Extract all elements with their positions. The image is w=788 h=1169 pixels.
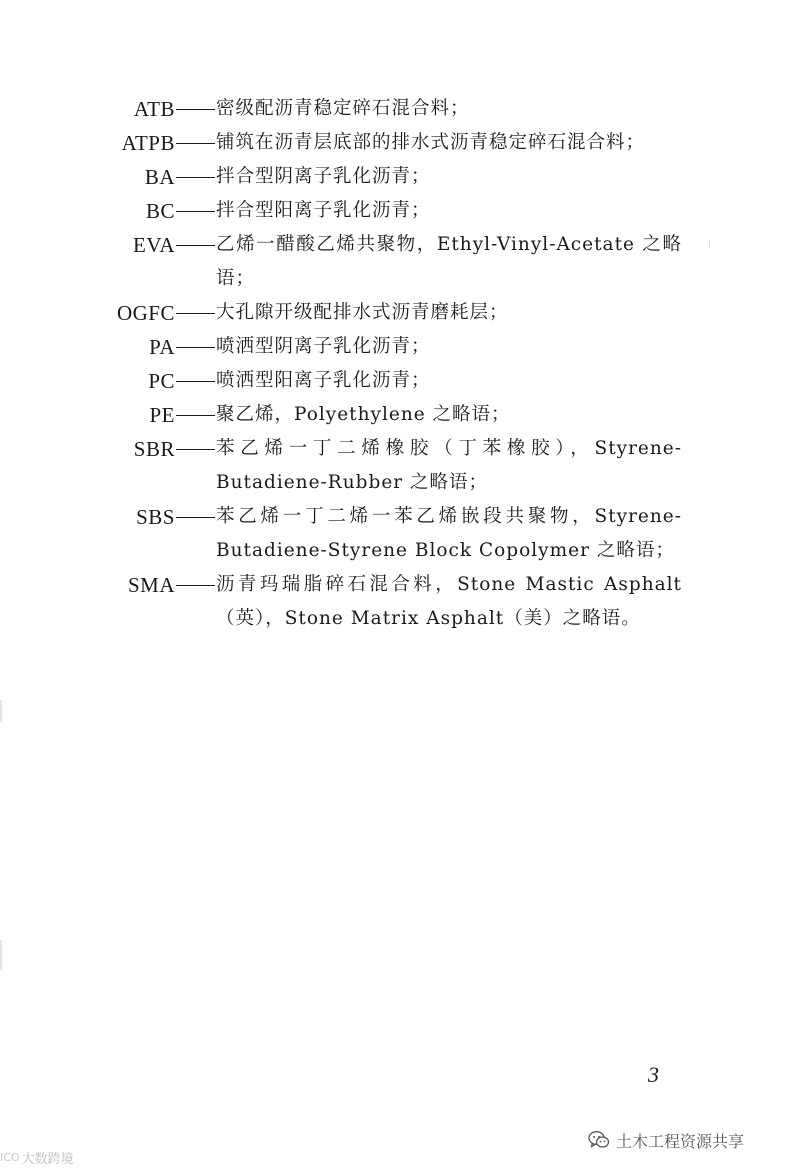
list-item bbox=[0, 364, 788, 398]
list-item bbox=[0, 398, 788, 432]
abbreviation-definition: 苯乙烯一丁二烯橡胶（丁苯橡胶），Styrene-Butadiene-Rubber 之略语； bbox=[216, 438, 682, 493]
list-item bbox=[0, 194, 788, 228]
abbreviation-list bbox=[0, 92, 788, 636]
abbreviation-definition: 聚乙烯，Polyethylene 之略语； bbox=[216, 404, 511, 425]
em-dash-separator bbox=[175, 330, 216, 364]
list-item bbox=[0, 432, 788, 500]
em-dash-separator bbox=[175, 432, 216, 466]
list-item bbox=[0, 296, 788, 330]
em-dash-separator bbox=[175, 364, 216, 398]
wechat-icon bbox=[588, 1130, 610, 1150]
abbreviation-definition: 喷洒型阴离子乳化沥青； bbox=[216, 336, 431, 357]
em-dash-separator bbox=[175, 398, 216, 432]
watermark-brand-name: 大数跨境 bbox=[21, 1151, 74, 1167]
abbreviation-definition: 密级配沥青稳定碎石混合料； bbox=[216, 98, 470, 119]
abbreviation-term: SBS bbox=[136, 505, 175, 529]
list-item bbox=[0, 160, 788, 194]
abbreviation-term: BA bbox=[144, 165, 175, 189]
em-dash-separator bbox=[175, 160, 216, 194]
abbreviation-term: PC bbox=[148, 369, 175, 393]
em-dash-separator bbox=[175, 568, 216, 602]
list-item bbox=[0, 228, 788, 296]
abbreviation-definition: 大孔隙开级配排水式沥青磨耗层； bbox=[216, 302, 509, 323]
scan-speck bbox=[709, 240, 710, 248]
page-number: 3 bbox=[648, 1062, 659, 1087]
list-item bbox=[0, 330, 788, 364]
abbreviation-definition: 乙烯一醋酸乙烯共聚物，Ethyl-Vinyl-Acetate 之略语； bbox=[216, 234, 682, 289]
watermark-brand bbox=[0, 1146, 74, 1168]
abbreviation-definition: 喷洒型阳离子乳化沥青； bbox=[216, 370, 431, 391]
em-dash-separator bbox=[175, 194, 216, 228]
abbreviation-definition: 拌合型阳离子乳化沥青； bbox=[216, 200, 431, 221]
scan-edge-mark bbox=[0, 700, 2, 722]
list-item bbox=[0, 92, 788, 126]
abbreviation-term: OGFC bbox=[116, 301, 175, 325]
abbreviation-term: BC bbox=[145, 199, 175, 223]
abbreviation-term: ATB bbox=[133, 97, 175, 121]
list-item bbox=[0, 500, 788, 568]
abbreviation-term: EVA bbox=[133, 233, 175, 257]
abbreviation-term: SMA bbox=[127, 573, 175, 597]
em-dash-separator bbox=[175, 126, 216, 160]
abbreviation-term: SBR bbox=[133, 437, 175, 461]
list-item bbox=[0, 126, 788, 160]
watermark-account-name: 土木工程资源共享 bbox=[616, 1131, 745, 1151]
abbreviation-term: PA bbox=[149, 335, 175, 359]
em-dash-separator bbox=[175, 92, 216, 126]
abbreviation-term: ATPB bbox=[121, 131, 175, 155]
brand-logo: ICO bbox=[0, 1150, 20, 1164]
abbreviation-definition: 铺筑在沥青层底部的排水式沥青稳定碎石混合料； bbox=[216, 132, 646, 153]
em-dash-separator bbox=[175, 296, 216, 330]
abbreviation-definition: 苯乙烯一丁二烯一苯乙烯嵌段共聚物，Styrene-Butadiene-Styrene Block Copolymer 之略语； bbox=[216, 506, 682, 561]
watermark-account bbox=[588, 1128, 744, 1152]
abbreviation-term: PE bbox=[149, 403, 175, 427]
list-item bbox=[0, 568, 788, 636]
em-dash-separator bbox=[175, 500, 216, 534]
abbreviation-definition: 拌合型阴离子乳化沥青； bbox=[216, 166, 431, 187]
em-dash-separator bbox=[175, 228, 216, 262]
abbreviation-definition: 沥青玛瑞脂碎石混合料，Stone Mastic Asphalt（英），Stone Matrix Asphalt（美）之略语。 bbox=[216, 574, 682, 629]
scan-edge-mark bbox=[0, 940, 2, 970]
